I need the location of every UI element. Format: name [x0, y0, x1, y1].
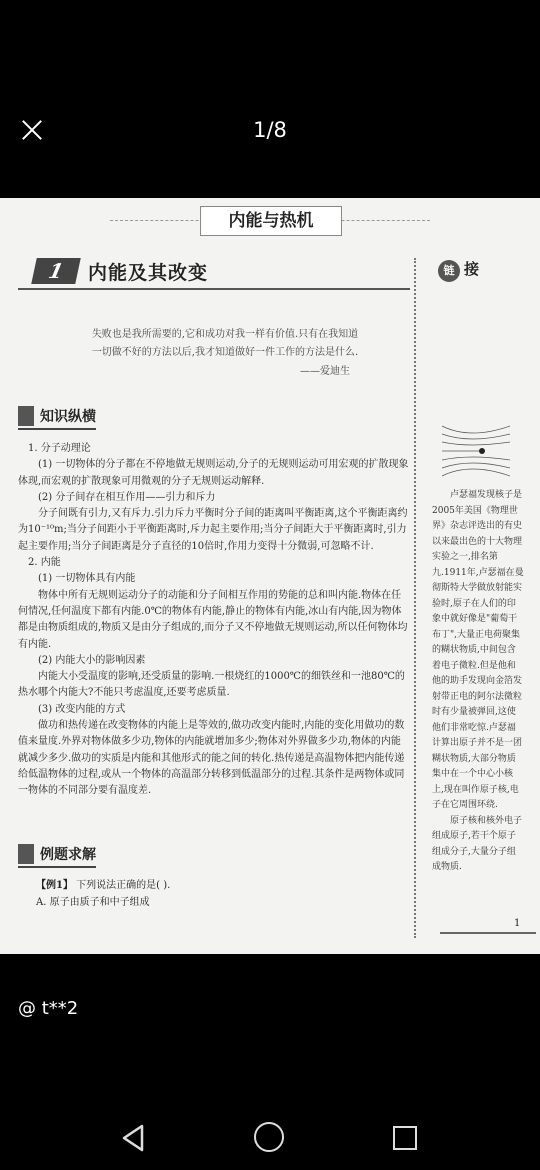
paragraph: (2) 分子间存在相互作用——引力和斥力	[38, 491, 216, 503]
sidebar-heading	[438, 258, 479, 282]
section-banner	[18, 254, 410, 290]
paragraph: 做功和热传递在改变物体的内能上是等效的,做功改变内能时,内能的变化用做功的数值来量度.外界对物体做多少功,物体的内能就增加多少;物体对外界做多少功,物体的内能就减少多少.做功的实质是内能和其他形式的能之间的转化.热传递是高温物体把内能传递给低温物体的过程,或从一个物体的高温部分转移到低温部分的过程.其条件是两物体或同一物体的不同部分要有温度差.	[18, 720, 405, 797]
recent-apps-icon[interactable]	[393, 1126, 417, 1150]
document-page[interactable]	[0, 198, 540, 954]
example-option: A. 原子由质子和中子组成	[36, 897, 150, 908]
example-label: 【例1】	[36, 880, 73, 891]
example-tag: 例题求解	[18, 844, 96, 868]
page-counter: 1/8	[253, 118, 287, 142]
atom-scatter-figure	[440, 420, 514, 482]
section-title: 内能及其改变	[88, 262, 209, 284]
paragraph: (3) 改变内能的方式	[38, 703, 126, 715]
paragraph: 分子间既有引力,又有斥力.引力斥力平衡时分子间的距离叫平衡距离,这个平衡距离约为10⁻¹⁰m;当分子间距小于平衡距离时,斥力起主要作用;当分子间距大于平衡距离时,引力起主要作用;当分子间距离是分子直径的10倍时,作用力变得十分微弱,可忽略不计.	[18, 508, 408, 552]
paragraph: 2. 内能	[28, 557, 61, 569]
paragraph: 1. 分子动理论	[28, 443, 91, 454]
username-watermark: @ t**2	[18, 998, 79, 1019]
quote-author: ——爱迪生	[300, 366, 350, 377]
paragraph: (2) 内能大小的影响因素	[38, 654, 146, 666]
sidebar-text	[432, 488, 524, 876]
quote-line: 失败也是我所需要的,它和成功对我一样有价值.只有在我知道	[91, 329, 359, 340]
viewer-bottom-bar	[0, 954, 540, 1170]
body-text	[18, 441, 410, 800]
sidebar-title: 接	[464, 260, 480, 278]
paragraph: 内能大小受温度的影响,还受质量的影响.一根烧红的1000℃的细铁丝和一池80℃的热水哪个内能大?不能只考虑温度,还要考虑质量.	[18, 671, 405, 699]
paragraph: (1) 一切物体的分子都在不停地做无规则运动,分子的无规则运动可用宏观的扩散现象体现,而宏观的扩散现象可用微观的分子无规则运动解释.	[18, 459, 409, 487]
knowledge-tag: 知识纵横	[18, 406, 96, 430]
sidebar-paragraph: 卢瑟福发现核子是2005年美国《物理世界》杂志评选出的有史以来最出色的十大物理实验之一,排名第九.1911年,卢瑟福在曼彻斯特大学做放射能实验时,原子在人们的印象中就好像是"葡萄干布丁",大量正电荷聚集的糊状物质,中间包含着电子微粒.但是他和他的助手发现向金箔发射带正电的阿尔法微粒时有少量被弹回,这使他们非常吃惊.卢瑟福计算出原子并不是一团糊状物质,大部分物质集中在一个中心小核上,现在叫作原子核,电子在它周围环绕.	[432, 490, 524, 810]
quote-line: 一切做不好的方法以后,我才知道做好一件工作的方法是什么.	[91, 347, 359, 358]
example-question-text: 下列说法正确的是( ).	[76, 880, 171, 891]
paragraph: (1) 一切物体具有内能	[38, 573, 136, 585]
sidebar-paragraph: 原子核和核外电子组成原子,若干个原子组成分子,大量分子组成物质.	[432, 815, 523, 872]
sidebar-badge: 链	[438, 260, 460, 282]
quote	[60, 326, 390, 362]
example-question	[36, 877, 396, 911]
chapter-title: 内能与热机	[200, 206, 342, 236]
home-icon[interactable]	[254, 1122, 284, 1152]
page-number: 1	[514, 918, 521, 929]
back-icon[interactable]	[118, 1122, 150, 1154]
paragraph: 物体中所有无规则运动分子的动能和分子间相互作用的势能的总和叫内能.物体在任何情况,任何温度下都有内能.0℃的物体有内能,静止的物体有内能,冰山有内能,因为物体都是由物质组成的,物质又是由分子组成的,而分子又不停地做无规则运动,所以任何物体均有内能.	[18, 589, 408, 650]
viewer-top-bar	[0, 0, 540, 198]
section-number: 1	[31, 258, 81, 284]
column-divider	[414, 258, 422, 938]
page-footer-decoration	[440, 932, 536, 942]
